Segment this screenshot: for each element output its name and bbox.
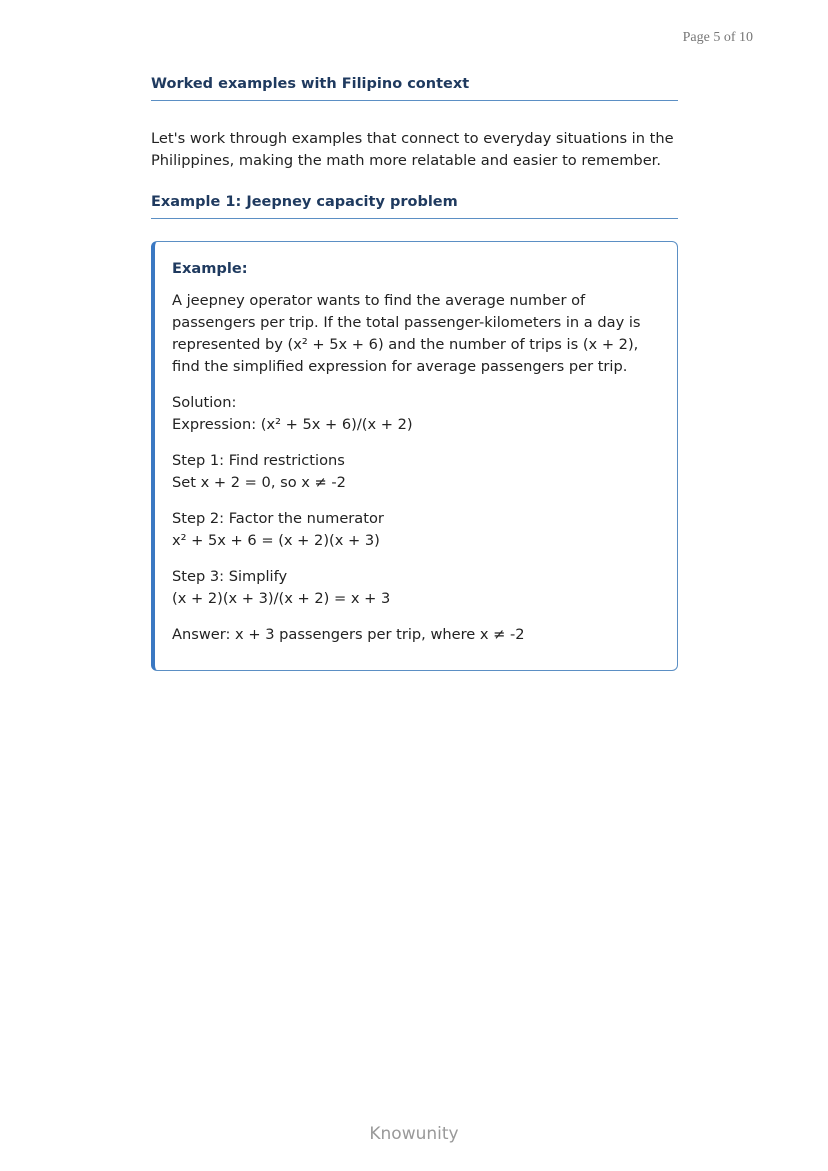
intro-paragraph: Let's work through examples that connect to everyday situations in the Philippines, making the math more relatable and easier to remember. [151, 130, 674, 169]
step-1 [172, 450, 659, 494]
step-2-title: Step 2: Factor the numerator [172, 510, 384, 527]
problem-text: A jeepney operator wants to find the average number of passengers per trip. If the total passenger-kilometers in a day is represented by (x² + 5x + 6) and the number of trips is (x + 2), find the simplified expression for average passengers per trip. [172, 292, 641, 375]
step-3 [172, 566, 659, 610]
page-content [151, 76, 678, 671]
footer-brand: Knowunity [369, 1124, 459, 1144]
example-title: Example 1: Jeepney capacity problem [151, 194, 678, 219]
step-3-title: Step 3: Simplify [172, 568, 288, 585]
section-title: Worked examples with Filipino context [151, 76, 678, 101]
answer: Answer: x + 3 passengers per trip, where x ≠ -2 [172, 626, 525, 643]
step-1-body: Set x + 2 = 0, so x ≠ -2 [172, 474, 346, 491]
step-2 [172, 508, 659, 552]
example-label: Example: [172, 260, 248, 277]
step-1-title: Step 1: Find restrictions [172, 452, 345, 469]
page-number: Page 5 of 10 [682, 30, 753, 45]
solution-label: Solution: [172, 394, 237, 411]
expression: Expression: (x² + 5x + 6)/(x + 2) [172, 416, 413, 433]
step-3-body: (x + 2)(x + 3)/(x + 2) = x + 3 [172, 590, 391, 607]
example-box [151, 241, 678, 671]
solution-block [172, 392, 659, 436]
step-2-body: x² + 5x + 6 = (x + 2)(x + 3) [172, 532, 380, 549]
